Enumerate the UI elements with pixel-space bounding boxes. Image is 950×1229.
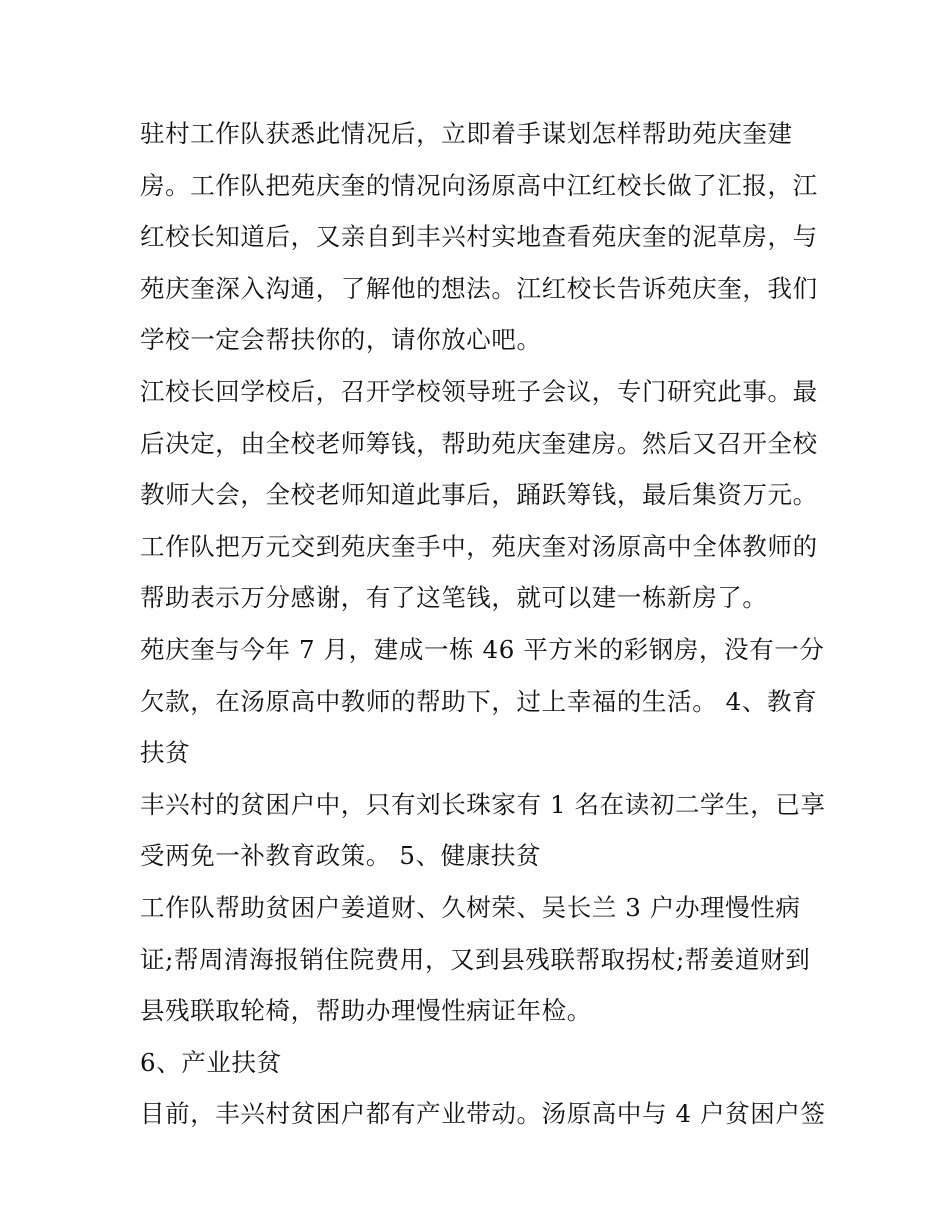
paragraph-education-aid	[140, 779, 826, 882]
paragraph-health-aid	[140, 882, 820, 1037]
text-line: 房。工作队把苑庆奎的情况向汤原高中江红校长做了汇报，江	[140, 170, 818, 200]
text-line: 苑庆奎深入沟通，了解他的想法。江红校长告诉苑庆奎，我们	[140, 273, 818, 303]
text-line: 欠款，在汤原高中教师的帮助下，过上幸福的生活。 4、教育	[140, 686, 818, 716]
paragraph-funds-delivered	[140, 521, 820, 624]
document-body	[140, 108, 826, 1140]
text-line: 苑庆奎与今年 7 月，建成一栋 46 平方米的彩钢房，没有一分	[140, 634, 825, 664]
text-line: 驻村工作队获悉此情况后，立即着手谋划怎样帮助苑庆奎建	[140, 119, 793, 148]
text-line: 学校一定会帮扶你的，请你放心吧。	[140, 325, 542, 355]
text-line: 红校长知道后，又亲自到丰兴村实地查看苑庆奎的泥草房，与	[140, 222, 818, 252]
paragraph-school-meeting	[140, 366, 820, 521]
section-heading: 6、产业扶贫	[140, 1047, 282, 1077]
text-line: 工作队帮助贫困户姜道财、久树荣、吴长兰 3 户办理慢性病	[140, 892, 801, 922]
paragraph-industry-aid	[140, 1088, 826, 1140]
paragraph-house-built	[140, 624, 825, 779]
text-line: 江校长回学校后，召开学校领导班子会议，专门研究此事。最	[140, 376, 818, 406]
text-line: 扶贫	[140, 738, 191, 768]
section-heading-industry-aid	[140, 1037, 820, 1089]
text-line: 受两免一补教育政策。 5、健康扶贫	[140, 841, 542, 871]
text-line: 教师大会，全校老师知道此事后，踊跃筹钱，最后集资万元。	[140, 480, 818, 510]
text-line: 工作队把万元交到苑庆奎手中，苑庆奎对汤原高中全体教师的	[140, 531, 818, 561]
text-line: 后决定，由全校老师筹钱，帮助苑庆奎建房。然后又召开全校	[140, 428, 818, 458]
text-line: 帮助表示万分感谢，有了这笔钱，就可以建一栋新房了。	[140, 583, 768, 613]
text-line: 目前，丰兴村贫困户都有产业带动。汤原高中与 4 户贫困户签	[140, 1099, 826, 1129]
text-line: 县残联取轮椅，帮助办理慢性病证年检。	[140, 996, 592, 1026]
text-line: 证;帮周清海报销住院费用，又到县残联帮取拐杖;帮姜道财到	[140, 944, 811, 974]
text-line: 丰兴村的贫困户中，只有刘长珠家有 1 名在读初二学生，已享	[140, 789, 826, 819]
paragraph-housing-plan	[140, 108, 820, 366]
